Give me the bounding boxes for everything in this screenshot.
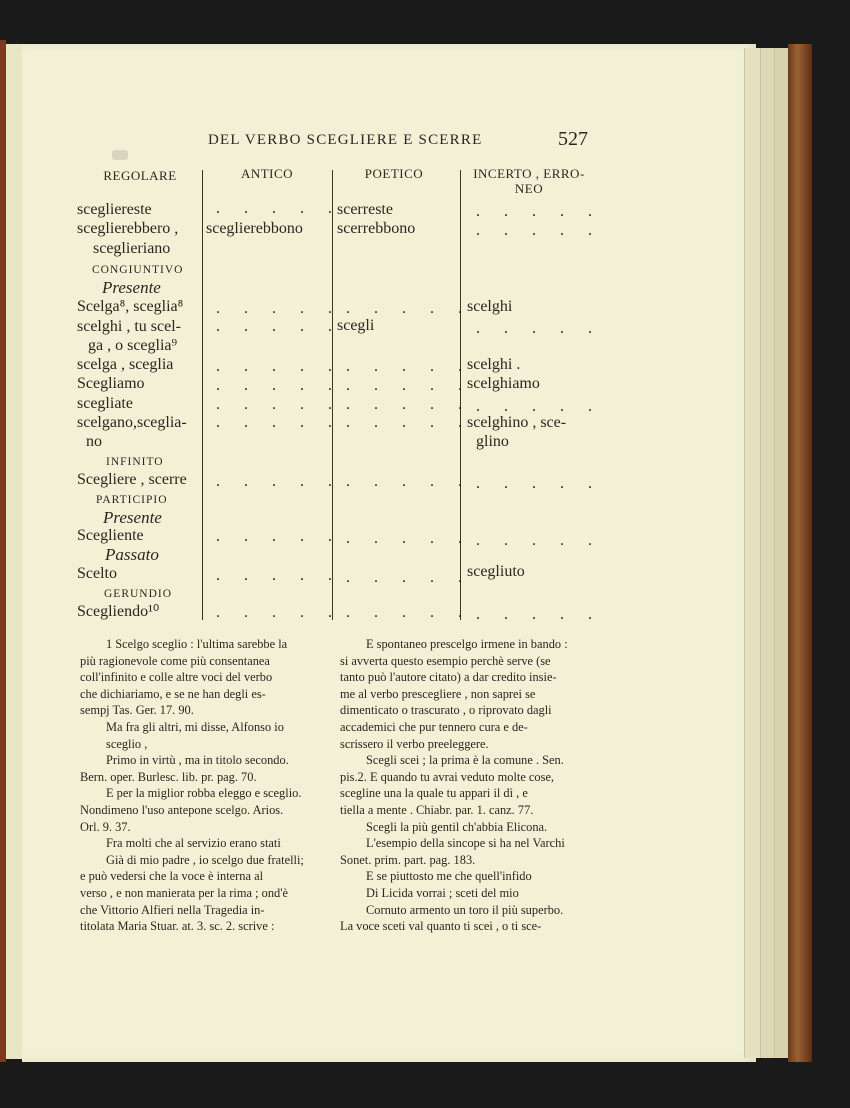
footnote-line: scrissero il verbo preeleggere. — [340, 736, 489, 751]
poetico-dots: . . . . . — [346, 530, 472, 547]
regolare-cell: Scegliamo — [77, 375, 145, 392]
incerto-cell: scelghi — [467, 298, 513, 315]
antico-dots: . . . . . — [216, 604, 342, 621]
antico-dots: . . . . . — [216, 396, 342, 413]
antico-dots: . . . . . — [216, 473, 342, 490]
footnote-line: Orl. 9. 37. — [80, 819, 131, 834]
footnote-line: coll'infinito e colle altre voci del verbo — [80, 670, 273, 685]
antico-cell: sceglierebbono — [206, 220, 303, 237]
column-rule — [202, 170, 203, 620]
subsection-heading: Presente — [103, 508, 162, 527]
poetico-dots: . . . . . — [346, 358, 472, 375]
footnote-line: Cornuto armento un toro il più superbo. — [366, 902, 564, 917]
footnote-line: titolata Maria Stuar. at. 3. sc. 2. scrive : — [80, 919, 275, 934]
regolare-cell: scegliereste — [77, 201, 152, 218]
left-cover — [0, 40, 6, 1062]
regolare-cell: Scelto — [77, 565, 117, 582]
section-heading: INFINITO — [106, 456, 164, 468]
poetico-dots: . . . . . — [346, 300, 472, 317]
antico-dots: . . . . . — [216, 528, 342, 545]
footnote-line: E se piuttosto me che quell'infido — [366, 869, 532, 884]
poetico-dots: . . . . . — [346, 377, 472, 394]
incerto-dots: . . . . . — [476, 475, 602, 492]
incerto-dots: . . . . . — [476, 532, 602, 549]
antico-dots: . . . . . — [216, 300, 342, 317]
footnote-line: L'esempio della sincope si ha nel Varchi — [366, 836, 565, 851]
footnote-line: dimenticato o trascurato , o riprovato dagli — [340, 703, 552, 718]
poetico-cell: scerreste — [337, 201, 393, 218]
poetico-dots: . . . . . — [346, 569, 472, 586]
poetico-dots: . . . . . — [346, 473, 472, 490]
poetico-dots: . . . . . — [346, 604, 472, 621]
subsection-heading: Presente — [102, 278, 161, 297]
footnote-line: Di Licida vorrai ; sceti del mio — [366, 885, 519, 900]
column-header-poetico: POETICO — [364, 166, 424, 181]
regolare-cell: sceglierebbero , — [77, 220, 179, 237]
section-heading: PARTICIPIO — [96, 494, 168, 506]
footnote-line: tiella a mente . Chiabr. par. 1. canz. 77. — [340, 802, 534, 817]
column-header-incerto — [464, 166, 594, 196]
regolare-cell: Scelga⁸, sceglia⁸ — [77, 298, 184, 315]
footnote-line: E spontaneo prescelgo irmene in bando : — [366, 637, 568, 651]
column-header-antico: ANTICO — [240, 166, 294, 181]
regolare-cell: scelgano,sceglia- — [77, 414, 187, 431]
ink-smudge — [112, 150, 128, 160]
footnote-line: Già di mio padre , io scelgo due fratelli; — [106, 852, 304, 867]
column-rule — [460, 170, 461, 620]
antico-dots: . . . . . — [216, 377, 342, 394]
incerto-cell: glino — [476, 433, 509, 450]
footnote-line: verso , e non manierata per la rima ; ond'è — [80, 885, 288, 900]
regolare-cell: Scegliendo¹⁰ — [77, 603, 160, 620]
column-header-regolare: REGOLARE — [103, 168, 177, 183]
poetico-dots: . . . . . — [346, 414, 472, 431]
footnote-line: La voce sceti val quanto ti scei , o ti sce- — [340, 919, 542, 934]
regolare-cell: scegliate — [77, 395, 133, 412]
regolare-cell: Scegliente — [77, 527, 144, 544]
subsection-heading: Passato — [105, 545, 159, 564]
footnote-line: me al verbo prescegliere , non saprei se — [340, 686, 536, 701]
section-heading: CONGIUNTIVO — [92, 264, 184, 276]
poetico-cell: scerrebbono — [337, 220, 416, 237]
footnote-line: si avverta questo esempio perchè serve (se — [340, 653, 551, 668]
incerto-dots: . . . . . — [476, 320, 602, 337]
footnote-line: Scegli la più gentil ch'abbia Elicona. — [366, 819, 548, 834]
regolare-cell: scelga , sceglia — [77, 356, 174, 373]
footnote-line: Nondimeno l'uso antepone scelgo. Arios. — [80, 802, 284, 817]
footnote-line: Primo in virtù , ma in titolo secondo. — [106, 753, 289, 768]
incerto-dots: . . . . . — [476, 203, 602, 220]
antico-dots: . . . . . — [216, 414, 342, 431]
column-header-incerto-line1: INCERTO , ERRO- — [473, 166, 585, 181]
column-header-incerto-line2: NEO — [514, 181, 544, 196]
regolare-cell: Scegliere , scerre — [77, 471, 187, 488]
incerto-cell: scelghi . — [467, 356, 521, 373]
footnotes-left — [80, 636, 342, 935]
right-cover — [788, 44, 812, 1062]
footnote-line: Scegli scei ; la prima è la comune . Sen. — [366, 753, 564, 768]
regolare-cell: sceglieriano — [93, 240, 171, 257]
footnote-line: Ma fra gli altri, mi disse, Alfonso io — [106, 719, 284, 734]
incerto-cell: scelghino , sce- — [467, 414, 567, 431]
footnote-line: Fra molti che al servizio erano stati — [106, 836, 281, 851]
footnote-line: tanto può l'autore citato) a dar credito insie- — [340, 670, 557, 685]
footnote-line: Bern. oper. Burlesc. lib. pr. pag. 70. — [80, 769, 257, 784]
incerto-dots: . . . . . — [476, 222, 602, 239]
antico-dots: . . . . . — [216, 200, 342, 217]
footnote-line: e può vedersi che la voce è interna al — [80, 869, 264, 884]
poetico-dots: . . . . . — [346, 396, 472, 413]
footnote-line: Sonet. prim. part. pag. 183. — [340, 852, 476, 867]
footnote-line: scegline una la quale tu appari il dì , e — [340, 786, 528, 801]
footnote-line: sempj Tas. Ger. 17. 90. — [80, 703, 194, 718]
footnote-line: sceglio , — [106, 736, 148, 751]
footnote-line: E per la miglior robba eleggo e sceglio. — [106, 786, 302, 801]
antico-dots: . . . . . — [216, 358, 342, 375]
footnote-line: che Vittorio Alfieri nella Tragedia in- — [80, 902, 265, 917]
antico-dots: . . . . . — [216, 318, 342, 335]
footnote-line: più ragionevole come più consentanea — [80, 653, 270, 668]
footnote-line: che dichiariamo, e se ne han degli es- — [80, 686, 266, 701]
footnote-line: 1 Scelgo sceglio : l'ultima sarebbe la — [106, 637, 288, 651]
footnotes-right — [340, 636, 596, 935]
regolare-cell: ga , o sceglia⁹ — [88, 337, 178, 354]
footnote-line: pis.2. E quando tu avrai veduto molte cose, — [340, 769, 555, 784]
section-heading: GERUNDIO — [104, 588, 173, 600]
column-rule — [332, 170, 333, 620]
incerto-cell: scegliuto — [467, 563, 525, 580]
antico-dots: . . . . . — [216, 567, 342, 584]
incerto-dots: . . . . . — [476, 606, 602, 623]
poetico-cell: scegli — [337, 317, 375, 334]
regolare-cell: scelghi , tu scel- — [77, 318, 181, 335]
running-title: DEL VERBO SCEGLIERE E SCERRE — [208, 132, 483, 148]
regolare-cell: no — [86, 433, 102, 450]
page-number: 527 — [558, 128, 588, 150]
footnote-line: accademici che pur tennero cura e de- — [340, 719, 528, 734]
incerto-dots: . . . . . — [476, 398, 602, 415]
incerto-cell: scelghiamo — [467, 375, 540, 392]
